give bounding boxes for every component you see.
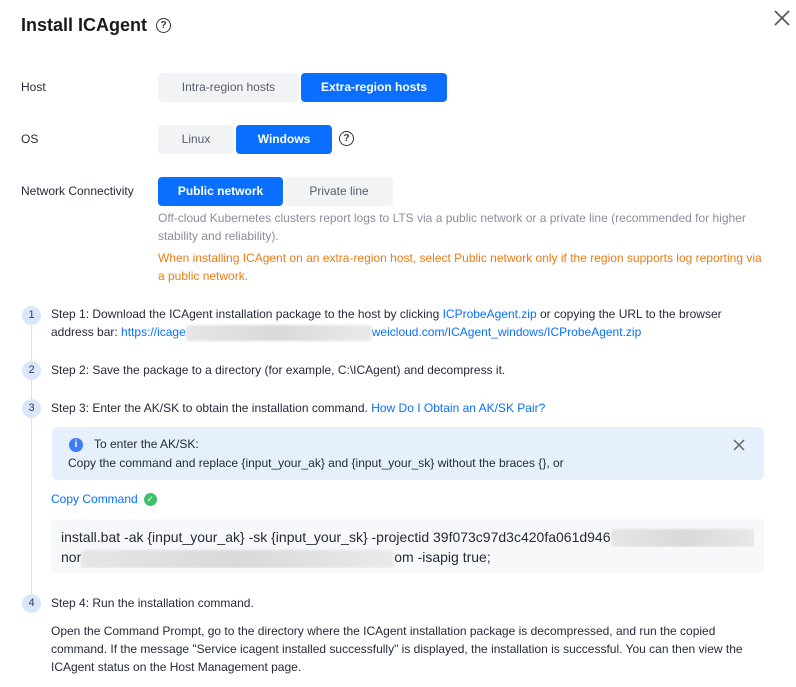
network-selector <box>158 177 395 206</box>
aksk-info-alert <box>52 427 764 480</box>
os-label: OS <box>21 132 39 146</box>
info-text: Copy the command and replace {input_your_ak} and {input_your_sk} without the braces {}, or <box>68 456 564 470</box>
step-1-line2-pre: address bar: <box>51 325 122 339</box>
redacted-command-2 <box>81 550 394 568</box>
redacted-url <box>186 325 372 341</box>
question-circle-icon[interactable]: ? <box>156 18 171 33</box>
host-option-intra[interactable]: Intra-region hosts <box>158 73 299 102</box>
dialog-title-text: Install ICAgent <box>21 15 148 35</box>
step-4-body: Open the Command Prompt, go to the directory where the ICAgent installation package is decompressed, and run the copied command. If the message "Service icagent installed successfully" is displayed, the installation is successful. You can then view the ICAgent status on the Host Management page. <box>51 624 743 674</box>
dialog-title <box>21 15 171 36</box>
step-1-post: or copying the URL to the browser <box>536 307 722 321</box>
network-warning: When installing ICAgent on an extra-region host, select Public network only if the region supports log reporting via a public network. <box>158 251 762 283</box>
command-line-2-start: nor <box>61 549 82 566</box>
copy-command-button[interactable] <box>51 492 157 506</box>
download-url-start[interactable]: https://icage <box>121 325 186 339</box>
step-3-pre: Step 3: Enter the AK/SK to obtain the installation command. <box>51 401 372 415</box>
step-1-number: 1 <box>22 306 41 325</box>
info-title: To enter the AK/SK: <box>94 437 199 451</box>
step-3-text <box>51 399 771 417</box>
step-3-number: 3 <box>22 399 41 418</box>
host-selector <box>158 73 449 102</box>
step-2-text: Step 2: Save the package to a directory (for example, C:\ICAgent) and decompress it. <box>51 363 506 377</box>
download-link[interactable]: ICProbeAgent.zip <box>442 307 537 321</box>
step-4-number: 4 <box>22 594 41 613</box>
os-selector <box>158 125 334 154</box>
command-box[interactable] <box>51 519 764 573</box>
network-option-public[interactable]: Public network <box>158 177 283 206</box>
os-help-icon[interactable]: ? <box>339 131 354 146</box>
host-label: Host <box>21 80 46 94</box>
command-line-2 <box>61 547 754 567</box>
info-icon: i <box>69 438 83 452</box>
network-description: Off-cloud Kubernetes clusters report logs to LTS via a public network or a private line (recommended for higher stability and reliability). <box>158 211 746 243</box>
download-url-end[interactable]: weicloud.com/ICAgent_windows/ICProbeAgent.zip <box>371 325 642 339</box>
aksk-help-link[interactable]: How Do I Obtain an AK/SK Pair? <box>371 401 546 415</box>
check-circle-icon: ✓ <box>144 493 157 506</box>
command-line-1-text: install.bat -ak {input_your_ak} -sk {input_your_sk} -projectid 39f073c97d3c420fa061d946 <box>61 529 611 545</box>
command-line-1 <box>61 527 754 547</box>
copy-command-label: Copy Command <box>51 492 138 506</box>
alert-close-icon[interactable] <box>732 438 746 452</box>
network-option-private[interactable]: Private line <box>285 177 393 206</box>
step-4-title: Step 4: Run the installation command. <box>51 596 254 610</box>
command-line-2-end: om -isapig true; <box>394 549 491 566</box>
step-1-text <box>51 305 771 341</box>
network-label: Network Connectivity <box>21 184 134 198</box>
step-1-pre: Step 1: Download the ICAgent installation package to the host by clicking <box>51 307 443 321</box>
step-2-number: 2 <box>22 361 41 380</box>
os-option-windows[interactable]: Windows <box>236 125 332 154</box>
redacted-command <box>611 529 755 547</box>
os-option-linux[interactable]: Linux <box>158 125 234 154</box>
host-option-extra[interactable]: Extra-region hosts <box>301 73 447 102</box>
close-icon[interactable] <box>772 8 792 28</box>
